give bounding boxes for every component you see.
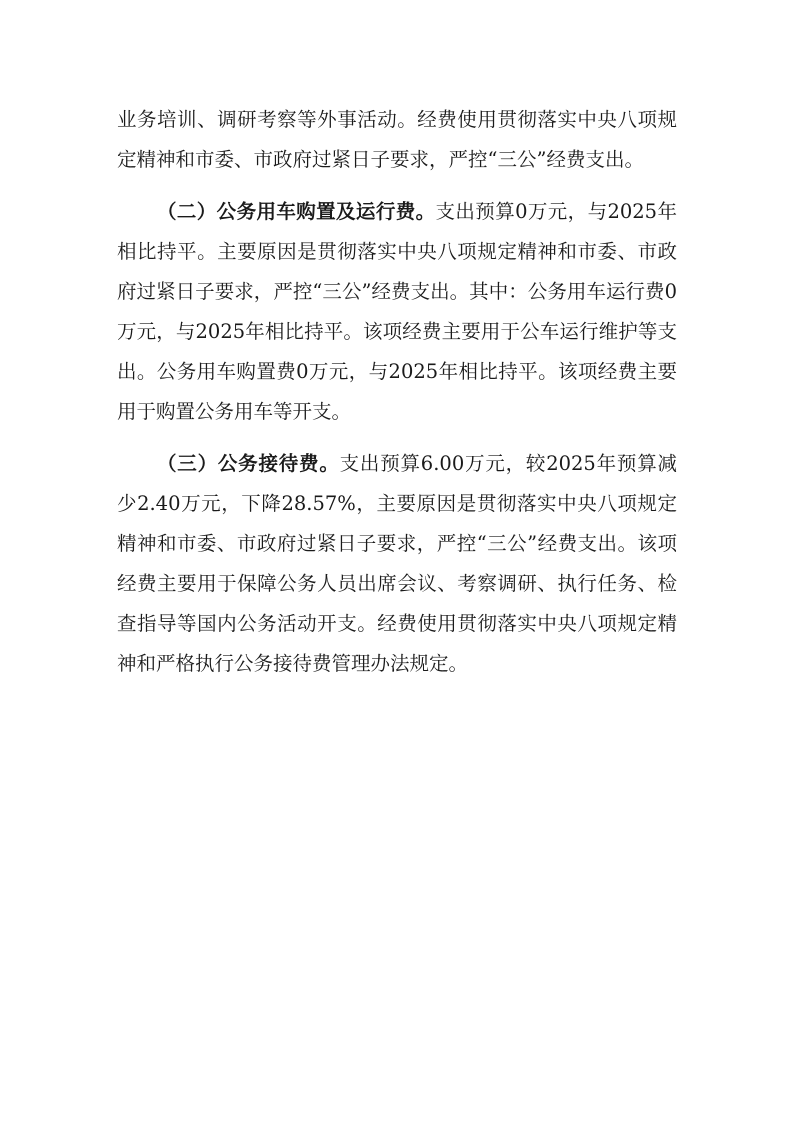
paragraph-reception-expense xyxy=(117,444,677,684)
section-heading-vehicle: （二）公务用车购置及运行费。 xyxy=(157,200,436,223)
paragraph-continuation xyxy=(117,100,677,180)
paragraph-text: 支出预算0万元，与2025年相比持平。主要原因是贯彻落实中央八项规定精神和市委、市政府过紧日子要求，严控“三公”经费支出。其中：公务用车运行费0万元，与2025年相比持平。该项经费主要用于公车运行维护等支出。公务用车购置费0万元，与2025年相比持平。该项经费主要用于购置公务用车等开支。 xyxy=(117,200,677,423)
paragraph-text: 支出预算6.00万元，较2025年预算减少2.40万元，下降28.57%，主要原因是贯彻落实中央八项规定精神和市委、市政府过紧日子要求，严控“三公”经费支出。该项经费主要用于保障公务人员出席会议、考察调研、执行任务、检查指导等国内公务活动开支。经费使用贯彻落实中央八项规定精神和严格执行公务接待费管理办法规定。 xyxy=(117,452,677,675)
paragraph-text: 业务培训、调研考察等外事活动。经费使用贯彻落实中央八项规定精神和市委、市政府过紧日子要求，严控“三公”经费支出。 xyxy=(117,108,677,171)
document-body xyxy=(117,100,677,696)
section-heading-reception: （三）公务接待费。 xyxy=(157,452,340,475)
paragraph-vehicle-expense xyxy=(117,192,677,432)
